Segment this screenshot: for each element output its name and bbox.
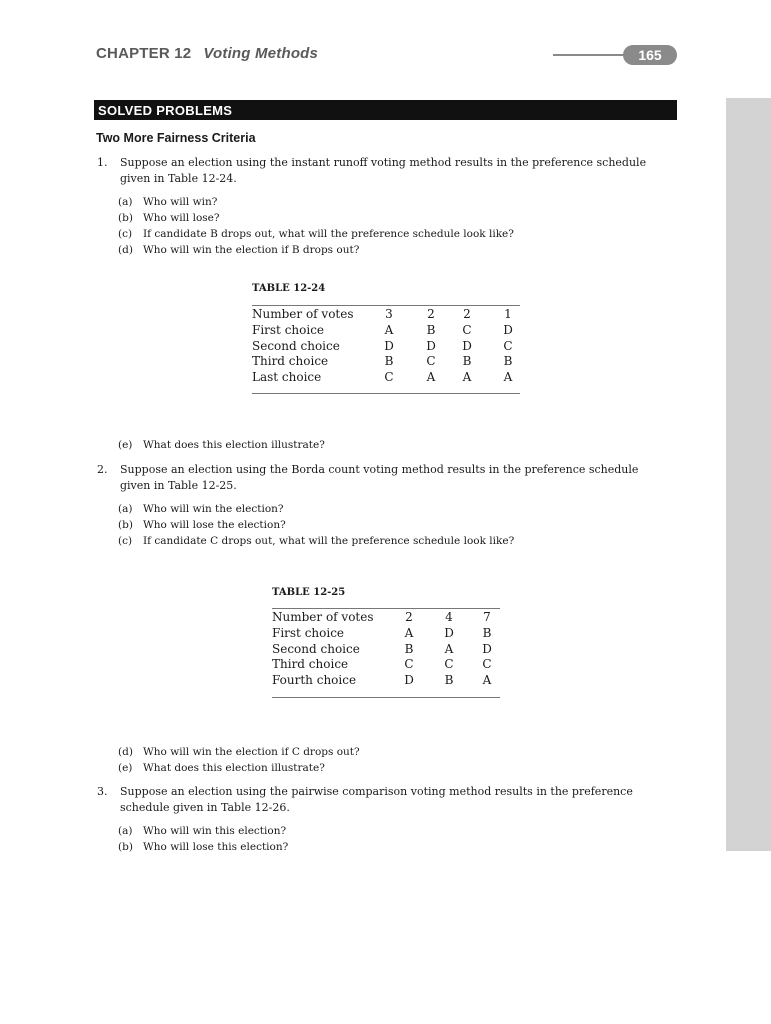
problem-3-part: (a) Who will win this election? [118,825,287,837]
table-bottom-rule [252,393,520,394]
problem-2-part: (c) If candidate C drops out, what will the preference schedule look like? [118,535,515,547]
table-caption: TABLE 12-24 [252,283,326,294]
chapter-title: Voting Methods [203,45,319,62]
chapter-header [96,45,318,62]
table-12-24: TABLE 12-24 Number of votes 3 2 2 1 First choice A B C D Second choice D D D C Third choice B C B B Last choice C A A A [252,283,520,398]
problem-2-part: (e) What does this election illustrate? [118,762,325,774]
problem-number: 2. [97,463,108,476]
problem-number: 1. [97,156,108,169]
table-bottom-rule [272,697,500,698]
problem-text: Suppose an election using the pairwise comparison voting method results in the preference schedule given in Table 12-26. [120,785,633,814]
problem-1-part: (b) Who will lose? [118,212,220,224]
problem-text: Suppose an election using the instant runoff voting method results in the preference schedule given in Table 12-24. [120,156,647,185]
chapter-label: CHAPTER 12 [96,45,192,62]
problem-3-part: (b) Who will lose this election? [118,841,289,853]
page-number-badge: 165 [623,45,677,65]
problem-2-part: (a) Who will win the election? [118,503,284,515]
problem-1-part: (c) If candidate B drops out, what will the preference schedule look like? [118,228,514,240]
table-caption: TABLE 12-25 [272,587,346,598]
margin-sidebar [726,98,771,851]
section-banner-label: SOLVED PROBLEMS [98,103,233,118]
problem-1-part: (e) What does this election illustrate? [118,439,325,451]
table-12-25: TABLE 12-25 Number of votes 2 4 7 First choice A D B Second choice B A D Third choice C C C Fourth choice D B A [272,587,500,702]
header-rule [553,54,633,56]
problem-1-part: (d) Who will win the election if B drops out? [118,244,360,256]
section-banner [94,100,677,120]
problem-text: Suppose an election using the Borda count voting method results in the preference schedule given in Table 12-25. [120,463,639,492]
problem-1-part: (a) Who will win? [118,196,218,208]
problem-2-part: (d) Who will win the election if C drops out? [118,746,360,758]
section-subhead: Two More Fairness Criteria [96,131,256,145]
problem-2-part: (b) Who will lose the election? [118,519,286,531]
problem-number: 3. [97,785,108,798]
